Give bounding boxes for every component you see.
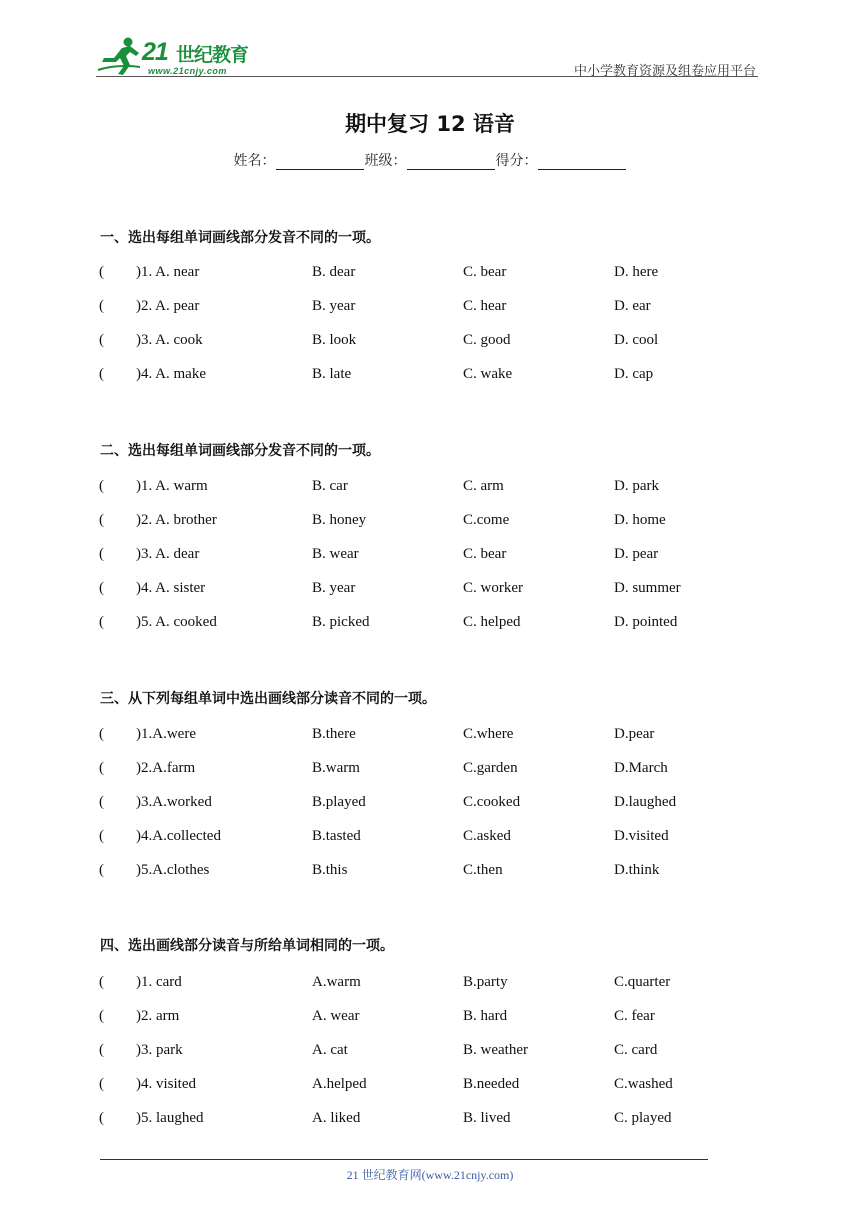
option-c: C. bear: [463, 264, 507, 280]
question-option-a: )3.A.worked: [136, 794, 212, 810]
option-b: B. honey: [312, 512, 367, 528]
option-b: B. hard: [463, 1008, 508, 1024]
answer-paren[interactable]: (: [99, 580, 104, 596]
option-a: A.helped: [312, 1076, 367, 1092]
section-1-title: 一、选出每组单词画线部分发音不同的一项。: [100, 230, 380, 246]
section-3-title: 三、从下列每组单词中选出画线部分读音不同的一项。: [100, 691, 436, 707]
question-row: [0, 366, 860, 386]
question-option-a: )4. A. make: [136, 366, 206, 382]
option-b: B.party: [463, 974, 508, 990]
option-a: A. wear: [312, 1008, 360, 1024]
option-c: C.asked: [463, 828, 511, 844]
question-row: [0, 478, 860, 498]
option-b: B.played: [312, 794, 366, 810]
answer-paren[interactable]: (: [99, 1076, 104, 1092]
option-b: B. weather: [463, 1042, 528, 1058]
answer-paren[interactable]: (: [99, 1110, 104, 1126]
option-c: C.where: [463, 726, 514, 742]
option-c: C. hear: [463, 298, 507, 314]
option-b: B. wear: [312, 546, 359, 562]
question-row: [0, 1008, 860, 1028]
question-option-a: )3. A. dear: [136, 546, 200, 562]
option-b: B. picked: [312, 614, 370, 630]
answer-paren[interactable]: (: [99, 264, 104, 280]
question-row: [0, 862, 860, 882]
logo: [96, 34, 266, 78]
option-c: C.cooked: [463, 794, 521, 810]
platform-name: 中小学教育资源及组卷应用平台: [573, 64, 756, 79]
answer-paren[interactable]: (: [99, 546, 104, 562]
logo-number: 21: [142, 38, 168, 66]
class-blank[interactable]: [407, 155, 495, 170]
option-c: C. worker: [463, 580, 523, 596]
option-d: D. park: [614, 478, 659, 494]
question-word: )2. arm: [136, 1008, 180, 1024]
option-d: D.visited: [614, 828, 669, 844]
option-c: C. helped: [463, 614, 521, 630]
option-c: C.washed: [614, 1076, 673, 1092]
option-c: C. bear: [463, 546, 507, 562]
option-b: B.warm: [312, 760, 360, 776]
student-info: [0, 150, 860, 170]
question-option-a: )4. A. sister: [136, 580, 206, 596]
question-row: [0, 332, 860, 352]
answer-paren[interactable]: (: [99, 828, 104, 844]
option-a: A. liked: [312, 1110, 361, 1126]
option-c: C.come: [463, 512, 510, 528]
option-a: A. cat: [312, 1042, 348, 1058]
footer-link[interactable]: 21 世纪教育网(www.21cnjy.com): [346, 1168, 514, 1182]
answer-paren[interactable]: (: [99, 974, 104, 990]
answer-paren[interactable]: (: [99, 614, 104, 630]
option-d: D. pear: [614, 546, 659, 562]
page-header: [96, 32, 756, 78]
option-c: C. card: [614, 1042, 658, 1058]
option-b: B. look: [312, 332, 357, 348]
option-d: D.pear: [614, 726, 655, 742]
footer-divider: [100, 1159, 708, 1160]
question-word: )3. park: [136, 1042, 183, 1058]
option-b: B.tasted: [312, 828, 361, 844]
score-label: 得分：: [495, 153, 538, 169]
option-b: B.needed: [463, 1076, 520, 1092]
option-c: C. arm: [463, 478, 504, 494]
question-word: )1. card: [136, 974, 182, 990]
question-row: [0, 1042, 860, 1062]
answer-paren[interactable]: (: [99, 1008, 104, 1024]
answer-paren[interactable]: (: [99, 726, 104, 742]
answer-paren[interactable]: (: [99, 862, 104, 878]
question-row: [0, 760, 860, 780]
option-d: D.laughed: [614, 794, 677, 810]
option-d: D. home: [614, 512, 666, 528]
option-d: D. ear: [614, 298, 651, 314]
class-label: 班级：: [364, 153, 407, 169]
answer-paren[interactable]: (: [99, 760, 104, 776]
question-option-a: )1. A. warm: [136, 478, 208, 494]
runner-logo-icon: [96, 36, 142, 76]
question-word: )5. laughed: [136, 1110, 204, 1126]
section-4-title: 四、选出画线部分读音与所给单词相同的一项。: [100, 938, 394, 954]
question-option-a: )1.A.were: [136, 726, 196, 742]
question-row: [0, 1076, 860, 1096]
page-title: 期中复习 12 语音: [345, 112, 515, 136]
option-d: D. here: [614, 264, 659, 280]
answer-paren[interactable]: (: [99, 298, 104, 314]
question-row: [0, 546, 860, 566]
question-row: [0, 512, 860, 532]
question-row: [0, 264, 860, 284]
logo-url: www.21cnjy.com: [148, 66, 227, 76]
section-2-title: 二、选出每组单词画线部分发音不同的一项。: [100, 443, 380, 459]
option-b: B.this: [312, 862, 348, 878]
question-option-a: )4.A.collected: [136, 828, 221, 844]
question-option-a: )5. A. cooked: [136, 614, 217, 630]
option-d: D. cap: [614, 366, 654, 382]
header-divider: [96, 76, 758, 77]
question-row: [0, 298, 860, 318]
option-b: B. lived: [463, 1110, 511, 1126]
question-option-a: )5.A.clothes: [136, 862, 210, 878]
option-d: D. summer: [614, 580, 681, 596]
question-row: [0, 614, 860, 634]
question-word: )4. visited: [136, 1076, 196, 1092]
question-row: [0, 1110, 860, 1130]
question-option-a: )3. A. cook: [136, 332, 203, 348]
name-label: 姓名：: [233, 153, 276, 169]
logo-text: 世纪教育: [176, 44, 249, 66]
option-b: B. year: [312, 298, 356, 314]
question-option-a: )2. A. pear: [136, 298, 200, 314]
option-d: D. cool: [614, 332, 659, 348]
question-row: [0, 828, 860, 848]
option-c: C. wake: [463, 366, 513, 382]
question-row: [0, 794, 860, 814]
option-d: D. pointed: [614, 614, 678, 630]
option-c: C. played: [614, 1110, 672, 1126]
question-option-a: )2. A. brother: [136, 512, 217, 528]
option-d: D.March: [614, 760, 668, 776]
answer-paren[interactable]: (: [99, 1042, 104, 1058]
option-c: C.then: [463, 862, 503, 878]
option-c: C. good: [463, 332, 511, 348]
option-a: A.warm: [312, 974, 361, 990]
answer-paren[interactable]: (: [99, 478, 104, 494]
option-b: B. dear: [312, 264, 356, 280]
question-row: [0, 974, 860, 994]
option-b: B.there: [312, 726, 356, 742]
answer-paren[interactable]: (: [99, 332, 104, 348]
option-b: B. late: [312, 366, 352, 382]
question-option-a: )1. A. near: [136, 264, 204, 280]
option-c: C.quarter: [614, 974, 671, 990]
answer-paren[interactable]: (: [99, 512, 104, 528]
name-blank[interactable]: [276, 155, 364, 170]
question-row: [0, 580, 860, 600]
score-blank[interactable]: [538, 155, 626, 170]
option-b: B. year: [312, 580, 356, 596]
option-c: C.garden: [463, 760, 518, 776]
question-row: [0, 726, 860, 746]
question-option-a: )2.A.farm: [136, 760, 196, 776]
answer-paren[interactable]: (: [99, 794, 104, 810]
option-c: C. fear: [614, 1008, 655, 1024]
answer-paren[interactable]: (: [99, 366, 104, 382]
option-d: D.think: [614, 862, 660, 878]
option-b: B. car: [312, 478, 348, 494]
